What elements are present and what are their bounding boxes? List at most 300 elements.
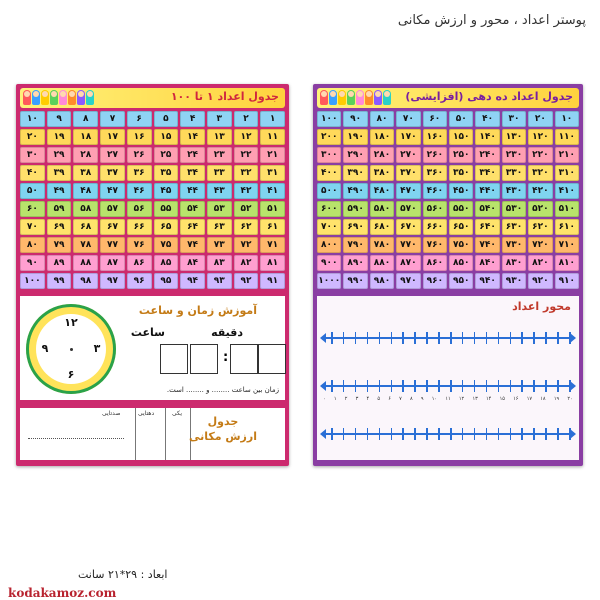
number-cell: ۴۴ bbox=[180, 183, 205, 199]
numbers-1-100-poster bbox=[16, 84, 289, 466]
tens-number-cell: ۸۸۰ bbox=[370, 255, 394, 271]
dimensions-label: ابعاد : ۲۹*۲۱ سانت bbox=[78, 568, 168, 581]
number-cell: ۵۵ bbox=[154, 201, 179, 217]
tens-number-cell: ۴۷۰ bbox=[396, 183, 420, 199]
kid-figure-icon bbox=[329, 90, 337, 105]
site-watermark: kodakamoz.com bbox=[8, 586, 117, 600]
tens-number-cell: ۲۶۰ bbox=[423, 147, 447, 163]
number-cell: ۵۹ bbox=[47, 201, 72, 217]
number-cell: ۹۱ bbox=[260, 273, 285, 289]
tens-number-cell: ۲۵۰ bbox=[449, 147, 473, 163]
tens-number-cell: ۴۸۰ bbox=[370, 183, 394, 199]
tens-number-cell: ۲۰ bbox=[528, 111, 552, 127]
tens-number-cell: ۹۴۰ bbox=[475, 273, 499, 289]
axis-tick bbox=[569, 380, 571, 392]
number-cell: ۱۰ bbox=[20, 111, 45, 127]
number-cell: ۹۶ bbox=[127, 273, 152, 289]
tens-number-cell: ۳۷۰ bbox=[396, 165, 420, 181]
number-cell: ۳۳ bbox=[207, 165, 232, 181]
tens-number-cell: ۴۶۰ bbox=[423, 183, 447, 199]
axis-tick bbox=[391, 332, 393, 344]
kid-figure-icon bbox=[320, 90, 328, 105]
number-cell: ۲۳ bbox=[207, 147, 232, 163]
number-cell: ۵۲ bbox=[234, 201, 259, 217]
tens-number-cell: ۴۰۰ bbox=[317, 165, 341, 181]
kids-illustration bbox=[23, 90, 94, 105]
number-cell: ۸۲ bbox=[234, 255, 259, 271]
axis-tick-label: ۳ bbox=[355, 396, 359, 402]
axis-tick-label: ۷ bbox=[399, 396, 402, 402]
tens-number-cell: ۶۱۰ bbox=[555, 219, 579, 235]
axis-tick bbox=[379, 428, 381, 440]
number-cell: ۸ bbox=[73, 111, 98, 127]
number-cell: ۴۷ bbox=[100, 183, 125, 199]
tens-number-cell: ۱۶۰ bbox=[423, 129, 447, 145]
axis-tick bbox=[462, 332, 464, 344]
number-cell: ۹۸ bbox=[73, 273, 98, 289]
tens-number-cell: ۶۵۰ bbox=[449, 219, 473, 235]
tens-number-cell: ۲۸۰ bbox=[370, 147, 394, 163]
tens-number-cell: ۱۰ bbox=[555, 111, 579, 127]
tens-number-cell: ۷۸۰ bbox=[370, 237, 394, 253]
number-cell: ۲۵ bbox=[154, 147, 179, 163]
tens-number-cell: ۵۳۰ bbox=[502, 201, 526, 217]
hour-box-2[interactable] bbox=[190, 344, 218, 374]
tens-number-cell: ۴۰ bbox=[475, 111, 499, 127]
axis-tick bbox=[331, 332, 333, 344]
number-cell: ۲۶ bbox=[127, 147, 152, 163]
tens-number-cell: ۷۰ bbox=[396, 111, 420, 127]
pv-divider-2 bbox=[165, 408, 166, 460]
number-cell: ۱۴ bbox=[180, 129, 205, 145]
number-cell: ۵۶ bbox=[127, 201, 152, 217]
tens-number-cell: ۱۴۰ bbox=[475, 129, 499, 145]
tens-number-cell: ۸۰ bbox=[370, 111, 394, 127]
axis-tick bbox=[450, 332, 452, 344]
number-cell: ۱۳ bbox=[207, 129, 232, 145]
pv-title-line-2: ارزش مکانی bbox=[188, 430, 257, 443]
arrow-right-icon bbox=[570, 429, 576, 439]
kid-figure-icon bbox=[32, 90, 40, 105]
hour-box-1[interactable] bbox=[160, 344, 188, 374]
axis-tick bbox=[426, 332, 428, 344]
tens-number-cell: ۳۰۰ bbox=[317, 147, 341, 163]
number-cell: ۲۰ bbox=[20, 129, 45, 145]
number-cell: ۸۱ bbox=[260, 255, 285, 271]
axis-tick bbox=[414, 332, 416, 344]
tens-number-cell: ۴۹۰ bbox=[343, 183, 367, 199]
number-cell: ۶۲ bbox=[234, 219, 259, 235]
axis-tick bbox=[402, 380, 404, 392]
time-colon: : bbox=[223, 350, 229, 365]
kid-figure-icon bbox=[86, 90, 94, 105]
tens-number-cell: ۶۹۰ bbox=[343, 219, 367, 235]
number-cell: ۵۳ bbox=[207, 201, 232, 217]
number-cell: ۴۰ bbox=[20, 165, 45, 181]
axis-tick bbox=[474, 332, 476, 344]
number-cell: ۳۲ bbox=[234, 165, 259, 181]
axis-tick bbox=[379, 380, 381, 392]
number-cell: ۷۰ bbox=[20, 219, 45, 235]
number-cell: ۸۳ bbox=[207, 255, 232, 271]
number-cell: ۳۰ bbox=[20, 147, 45, 163]
minute-box-1[interactable] bbox=[230, 344, 258, 374]
tens-number-cell: ۱۰۰ bbox=[317, 111, 341, 127]
tens-number-cell: ۷۹۰ bbox=[343, 237, 367, 253]
tens-number-cell: ۶۳۰ bbox=[502, 219, 526, 235]
axis-tick bbox=[402, 332, 404, 344]
axis-tick bbox=[533, 332, 535, 344]
axis-tick bbox=[533, 380, 535, 392]
tens-number-cell: ۱۸۰ bbox=[370, 129, 394, 145]
axis-tick bbox=[426, 380, 428, 392]
tens-number-cell: ۱۱۰ bbox=[555, 129, 579, 145]
kid-figure-icon bbox=[23, 90, 31, 105]
number-cell: ۴ bbox=[180, 111, 205, 127]
axis-tick bbox=[557, 380, 559, 392]
axis-tick bbox=[545, 332, 547, 344]
tens-number-cell: ۵۷۰ bbox=[396, 201, 420, 217]
kid-figure-icon bbox=[50, 90, 58, 105]
number-cell: ۹۴ bbox=[180, 273, 205, 289]
axis-tick bbox=[414, 380, 416, 392]
place-value-panel bbox=[20, 408, 285, 460]
arrow-left-icon bbox=[320, 429, 326, 439]
pv-ones-label: یکی bbox=[172, 410, 182, 417]
tens-number-cell: ۵۱۰ bbox=[555, 201, 579, 217]
axis-tick bbox=[450, 380, 452, 392]
arrow-left-icon bbox=[320, 381, 326, 391]
kid-figure-icon bbox=[77, 90, 85, 105]
tens-number-cell: ۴۱۰ bbox=[555, 183, 579, 199]
number-cell: ۴۹ bbox=[47, 183, 72, 199]
tens-number-cell: ۶۸۰ bbox=[370, 219, 394, 235]
tens-number-cell: ۳۶۰ bbox=[423, 165, 447, 181]
kid-figure-icon bbox=[59, 90, 67, 105]
number-line-labels bbox=[323, 396, 573, 402]
number-cell: ۵۰ bbox=[20, 183, 45, 199]
axis-tick bbox=[438, 332, 440, 344]
axis-tick-label: ۲۰ bbox=[567, 396, 573, 402]
tens-number-cell: ۷۲۰ bbox=[528, 237, 552, 253]
tens-number-cell: ۸۱۰ bbox=[555, 255, 579, 271]
axis-tick bbox=[462, 428, 464, 440]
number-cell: ۹۹ bbox=[47, 273, 72, 289]
tens-number-cell: ۳۱۰ bbox=[555, 165, 579, 181]
number-cell: ۹ bbox=[47, 111, 72, 127]
time-between-text: زمان بین ساعت ........ و ........ است. bbox=[166, 386, 279, 394]
number-cell: ۶۷ bbox=[100, 219, 125, 235]
pv-divider-1 bbox=[135, 408, 136, 460]
tens-number-cell: ۷۷۰ bbox=[396, 237, 420, 253]
tens-number-cell: ۷۱۰ bbox=[555, 237, 579, 253]
axis-tick-label: ۱۲ bbox=[458, 396, 465, 402]
axis-tick bbox=[331, 380, 333, 392]
axis-tick bbox=[498, 380, 500, 392]
tens-number-cell: ۹۵۰ bbox=[449, 273, 473, 289]
clock-section-title: آموزش زمان و ساعت bbox=[138, 304, 257, 317]
number-cell: ۷۷ bbox=[100, 237, 125, 253]
number-cell: ۶۰ bbox=[20, 201, 45, 217]
kid-figure-icon bbox=[374, 90, 382, 105]
number-cell: ۲۹ bbox=[47, 147, 72, 163]
tens-number-cell: ۵۸۰ bbox=[370, 201, 394, 217]
axis-tick bbox=[486, 428, 488, 440]
tens-number-cell: ۶۷۰ bbox=[396, 219, 420, 235]
tens-number-cell: ۸۹۰ bbox=[343, 255, 367, 271]
tens-number-cell: ۲۱۰ bbox=[555, 147, 579, 163]
tens-number-cell: ۹۰ bbox=[343, 111, 367, 127]
minute-box-2[interactable] bbox=[258, 344, 286, 374]
number-cell: ۱۱ bbox=[260, 129, 285, 145]
tens-number-cell: ۵۵۰ bbox=[449, 201, 473, 217]
number-cell: ۵۴ bbox=[180, 201, 205, 217]
number-cell: ۴۸ bbox=[73, 183, 98, 199]
tens-number-cell: ۵۰۰ bbox=[317, 183, 341, 199]
pv-hundreds-label: صدتایی bbox=[102, 410, 121, 417]
axis-tick bbox=[498, 332, 500, 344]
clock-center bbox=[70, 348, 73, 351]
number-grid-tens bbox=[317, 111, 579, 289]
number-line-2 bbox=[323, 378, 573, 394]
number-cell: ۸۶ bbox=[127, 255, 152, 271]
number-line-1 bbox=[323, 330, 573, 346]
tens-number-cell: ۴۲۰ bbox=[528, 183, 552, 199]
number-cell: ۶۸ bbox=[73, 219, 98, 235]
number-cell: ۴۶ bbox=[127, 183, 152, 199]
axis-tick-label: ۱۴ bbox=[486, 396, 492, 402]
number-cell: ۵۷ bbox=[100, 201, 125, 217]
number-cell: ۴۱ bbox=[260, 183, 285, 199]
axis-tick bbox=[379, 332, 381, 344]
tens-number-cell: ۶۲۰ bbox=[528, 219, 552, 235]
axis-tick-label: ۱۷ bbox=[526, 396, 533, 402]
tens-number-cell: ۲۰۰ bbox=[317, 129, 341, 145]
axis-tick-label: ۴ bbox=[366, 396, 370, 402]
number-line-panel bbox=[317, 296, 579, 460]
axis-tick-label: ۱۸ bbox=[540, 396, 546, 402]
tens-number-cell: ۱۷۰ bbox=[396, 129, 420, 145]
tens-number-cell: ۱۰۰۰ bbox=[317, 273, 341, 289]
arrow-right-icon bbox=[570, 381, 576, 391]
number-line-3 bbox=[323, 426, 573, 442]
tens-number-cell: ۳۵۰ bbox=[449, 165, 473, 181]
tens-number-cell: ۵۰ bbox=[449, 111, 473, 127]
axis-tick bbox=[402, 428, 404, 440]
number-cell: ۶ bbox=[127, 111, 152, 127]
kid-figure-icon bbox=[365, 90, 373, 105]
number-cell: ۶۳ bbox=[207, 219, 232, 235]
axis-tick-label: ۱۱ bbox=[445, 396, 451, 402]
hour-label: ساعت bbox=[130, 326, 165, 339]
axis-tick bbox=[367, 332, 369, 344]
axis-tick bbox=[510, 380, 512, 392]
place-value-title bbox=[189, 414, 257, 444]
axis-tick bbox=[510, 332, 512, 344]
tens-number-cell: ۱۲۰ bbox=[528, 129, 552, 145]
tens-number-cell: ۳۸۰ bbox=[370, 165, 394, 181]
axis-tick-label: ۵ bbox=[377, 396, 381, 402]
number-cell: ۳۷ bbox=[100, 165, 125, 181]
number-cell: ۶۹ bbox=[47, 219, 72, 235]
number-cell: ۳۹ bbox=[47, 165, 72, 181]
number-cell: ۵ bbox=[154, 111, 179, 127]
tens-number-cell: ۹۲۰ bbox=[528, 273, 552, 289]
number-cell: ۵۸ bbox=[73, 201, 98, 217]
number-cell: ۱۸ bbox=[73, 129, 98, 145]
number-cell: ۹۰ bbox=[20, 255, 45, 271]
tens-table-poster bbox=[313, 84, 583, 466]
axis-tick bbox=[557, 428, 559, 440]
number-cell: ۷ bbox=[100, 111, 125, 127]
kid-figure-icon bbox=[356, 90, 364, 105]
clock-icon bbox=[26, 304, 116, 394]
number-cell: ۷۴ bbox=[180, 237, 205, 253]
number-cell: ۳۱ bbox=[260, 165, 285, 181]
number-cell: ۴۵ bbox=[154, 183, 179, 199]
number-cell: ۹۵ bbox=[154, 273, 179, 289]
tens-number-cell: ۹۶۰ bbox=[423, 273, 447, 289]
tens-number-cell: ۴۳۰ bbox=[502, 183, 526, 199]
tens-number-cell: ۹۹۰ bbox=[343, 273, 367, 289]
kid-figure-icon bbox=[347, 90, 355, 105]
axis-tick bbox=[474, 428, 476, 440]
tens-number-cell: ۳۳۰ bbox=[502, 165, 526, 181]
tens-number-cell: ۸۶۰ bbox=[423, 255, 447, 271]
number-cell: ۲۸ bbox=[73, 147, 98, 163]
number-cell: ۶۶ bbox=[127, 219, 152, 235]
number-cell: ۲ bbox=[234, 111, 259, 127]
page-title: پوستر اعداد ، محور و ارزش مکانی bbox=[397, 13, 586, 28]
number-cell: ۲۴ bbox=[180, 147, 205, 163]
axis-tick-label: ۸ bbox=[410, 396, 413, 402]
tens-number-cell: ۲۷۰ bbox=[396, 147, 420, 163]
axis-tick bbox=[438, 380, 440, 392]
axis-tick bbox=[498, 428, 500, 440]
axis-tick bbox=[521, 380, 523, 392]
tens-number-cell: ۸۲۰ bbox=[528, 255, 552, 271]
tens-number-cell: ۳۰ bbox=[502, 111, 526, 127]
axis-tick bbox=[355, 332, 357, 344]
number-cell: ۱۷ bbox=[100, 129, 125, 145]
number-cell: ۴۲ bbox=[234, 183, 259, 199]
pv-tens-label: دهتایی bbox=[138, 410, 155, 417]
tens-number-cell: ۳۹۰ bbox=[343, 165, 367, 181]
clock-face bbox=[36, 314, 106, 384]
number-cell: ۹۲ bbox=[234, 273, 259, 289]
header-title: جدول اعداد ۱ تا ۱۰۰ bbox=[170, 90, 279, 103]
tens-number-cell: ۱۵۰ bbox=[449, 129, 473, 145]
kids-illustration bbox=[320, 90, 391, 105]
axis-tick bbox=[510, 428, 512, 440]
axis-tick bbox=[474, 380, 476, 392]
axis-tick-label: ۹ bbox=[420, 396, 424, 402]
tens-number-cell: ۴۵۰ bbox=[449, 183, 473, 199]
axis-tick bbox=[521, 332, 523, 344]
axis-tick bbox=[367, 380, 369, 392]
tens-number-cell: ۹۷۰ bbox=[396, 273, 420, 289]
number-cell: ۷۱ bbox=[260, 237, 285, 253]
axis-line bbox=[323, 337, 573, 339]
clock-panel bbox=[20, 296, 285, 400]
number-cell: ۱۲ bbox=[234, 129, 259, 145]
number-cell: ۸۷ bbox=[100, 255, 125, 271]
tens-number-cell: ۷۶۰ bbox=[423, 237, 447, 253]
tens-number-cell: ۶۴۰ bbox=[475, 219, 499, 235]
axis-tick bbox=[391, 380, 393, 392]
number-cell: ۸۵ bbox=[154, 255, 179, 271]
tens-number-cell: ۶۶۰ bbox=[423, 219, 447, 235]
tens-number-cell: ۱۳۰ bbox=[502, 129, 526, 145]
tens-number-cell: ۸۰۰ bbox=[317, 237, 341, 253]
minute-label: دقیقه bbox=[211, 326, 243, 339]
number-cell: ۷۳ bbox=[207, 237, 232, 253]
tens-number-cell: ۴۴۰ bbox=[475, 183, 499, 199]
axis-tick bbox=[533, 428, 535, 440]
axis-tick-label: ۱۵ bbox=[499, 396, 505, 402]
arrow-right-icon bbox=[570, 333, 576, 343]
axis-tick bbox=[462, 380, 464, 392]
number-cell: ۶۱ bbox=[260, 219, 285, 235]
tens-number-cell: ۷۵۰ bbox=[449, 237, 473, 253]
pv-answer-line[interactable] bbox=[28, 438, 124, 439]
axis-tick bbox=[391, 428, 393, 440]
number-cell: ۹۷ bbox=[100, 273, 125, 289]
number-cell: ۷۵ bbox=[154, 237, 179, 253]
axis-tick-label: ۲ bbox=[344, 396, 348, 402]
axis-tick bbox=[450, 428, 452, 440]
tens-number-cell: ۵۹۰ bbox=[343, 201, 367, 217]
axis-line bbox=[323, 433, 573, 435]
number-cell: ۲۷ bbox=[100, 147, 125, 163]
axis-tick bbox=[557, 332, 559, 344]
axis-tick-label: ۶ bbox=[388, 396, 391, 402]
number-cell: ۱۹ bbox=[47, 129, 72, 145]
kid-figure-icon bbox=[338, 90, 346, 105]
number-cell: ۶۵ bbox=[154, 219, 179, 235]
poster-header bbox=[317, 88, 579, 108]
number-cell: ۷۶ bbox=[127, 237, 152, 253]
pv-title-line-1: جدول bbox=[207, 415, 239, 428]
number-cell: ۲۱ bbox=[260, 147, 285, 163]
tens-number-cell: ۲۳۰ bbox=[502, 147, 526, 163]
tens-number-cell: ۷۴۰ bbox=[475, 237, 499, 253]
clock-num-6: ۶ bbox=[67, 368, 75, 381]
tens-number-cell: ۸۵۰ bbox=[449, 255, 473, 271]
axis-tick bbox=[355, 428, 357, 440]
number-cell: ۱۰۰ bbox=[20, 273, 45, 289]
number-cell: ۱۵ bbox=[154, 129, 179, 145]
kid-figure-icon bbox=[68, 90, 76, 105]
tens-number-cell: ۸۴۰ bbox=[475, 255, 499, 271]
number-cell: ۵۱ bbox=[260, 201, 285, 217]
number-cell: ۳۴ bbox=[180, 165, 205, 181]
number-cell: ۳۸ bbox=[73, 165, 98, 181]
tens-number-cell: ۹۳۰ bbox=[502, 273, 526, 289]
axis-tick bbox=[486, 380, 488, 392]
number-cell: ۷۲ bbox=[234, 237, 259, 253]
number-cell: ۱۶ bbox=[127, 129, 152, 145]
tens-number-cell: ۹۰۰ bbox=[317, 255, 341, 271]
tens-number-cell: ۹۱۰ bbox=[555, 273, 579, 289]
tens-number-cell: ۵۴۰ bbox=[475, 201, 499, 217]
axis-tick bbox=[569, 428, 571, 440]
axis-tick bbox=[569, 332, 571, 344]
axis-tick bbox=[545, 428, 547, 440]
axis-tick-label: ۱ bbox=[333, 396, 337, 402]
number-cell: ۸۸ bbox=[73, 255, 98, 271]
number-cell: ۲۲ bbox=[234, 147, 259, 163]
